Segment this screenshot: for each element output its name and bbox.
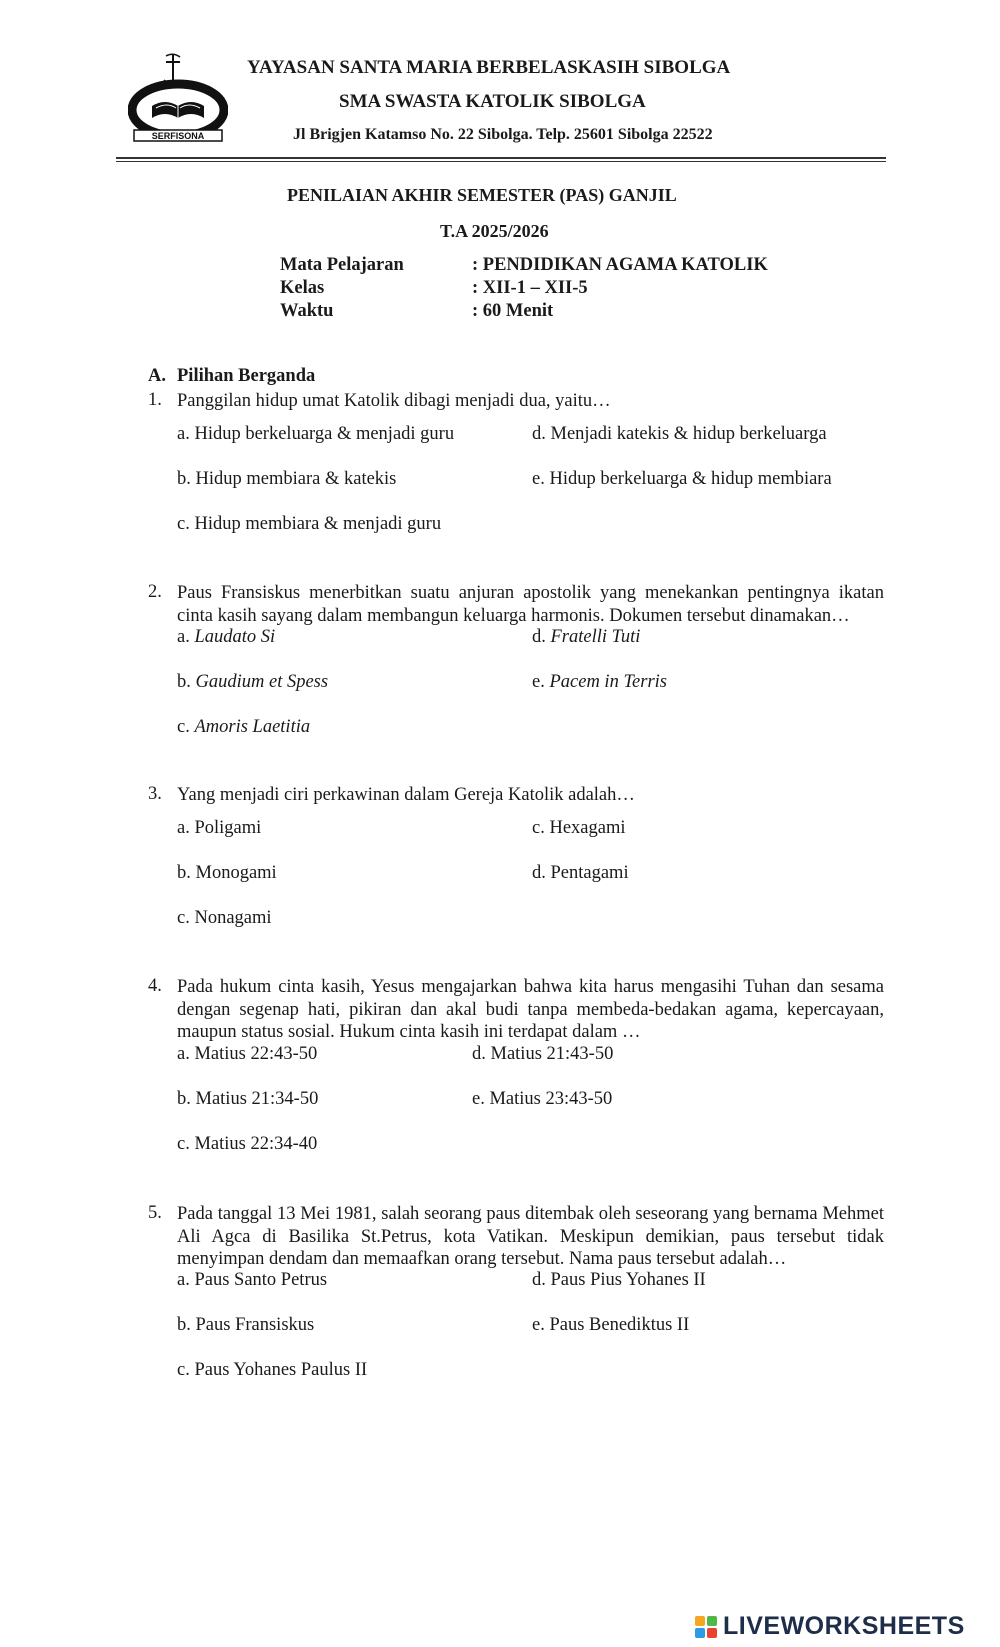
option-a[interactable]: a. Poligami — [177, 818, 262, 838]
exam-title: PENILAIAN AKHIR SEMESTER (PAS) GANJIL — [287, 185, 677, 205]
info-value: : 60 Menit — [472, 301, 554, 321]
info-value: : XII-1 – XII-5 — [472, 278, 588, 298]
option-a[interactable]: a. Paus Santo Petrus — [177, 1270, 328, 1290]
school-logo — [128, 52, 228, 142]
question-number: 2. — [148, 582, 162, 602]
option-c[interactable]: c. Hexagami — [532, 818, 626, 838]
option-c[interactable]: c. Matius 22:34-40 — [177, 1134, 318, 1154]
liveworksheets-watermark[interactable] — [695, 1612, 965, 1641]
question-2 — [148, 582, 884, 627]
option-a[interactable]: a. Matius 22:43-50 — [177, 1044, 318, 1064]
option-e[interactable]: e. Pacem in Terris — [532, 672, 667, 692]
option-d[interactable]: d. Matius 21:43-50 — [472, 1044, 614, 1064]
info-row-subject — [280, 255, 768, 278]
exam-year: T.A 2025/2026 — [440, 221, 549, 241]
school-address: Jl Brigjen Katamso No. 22 Sibolga. Telp. 25601 Sibolga 22522 — [293, 126, 713, 143]
option-e[interactable]: e. Paus Benediktus II — [532, 1315, 690, 1335]
option-b[interactable]: b. Matius 21:34-50 — [177, 1089, 319, 1109]
option-b[interactable]: b. Monogami — [177, 863, 277, 883]
logo-text: SERFISONA — [151, 131, 205, 141]
question-number: 5. — [148, 1203, 162, 1223]
logo-tile — [707, 1628, 717, 1638]
option-c[interactable]: c. Nonagami — [177, 908, 272, 928]
question-4 — [148, 976, 884, 1044]
foundation-name: YAYASAN SANTA MARIA BERBELASKASIH SIBOLGA — [247, 57, 731, 78]
option-c[interactable]: c. Hidup membiara & menjadi guru — [177, 514, 442, 534]
option-b[interactable]: b. Paus Fransiskus — [177, 1315, 315, 1335]
info-value: : PENDIDIKAN AGAMA KATOLIK — [472, 255, 768, 275]
school-name: SMA SWASTA KATOLIK SIBOLGA — [339, 91, 646, 112]
option-b[interactable]: b. Hidup membiara & katekis — [177, 469, 397, 489]
info-label: Waktu — [280, 301, 334, 321]
option-c[interactable]: c. Paus Yohanes Paulus II — [177, 1360, 368, 1380]
section-heading — [148, 366, 315, 387]
section-title: Pilihan Berganda — [177, 366, 316, 386]
question-1 — [148, 390, 884, 413]
option-b[interactable]: b. Gaudium et Spess — [177, 672, 329, 692]
question-stem: Pada tanggal 13 Mei 1981, salah seorang paus ditembak oleh seseorang yang bernama Mehmet Ali Agca di Basilika St.Petrus, kota Vatikan. Meskipun demikian, paus tersebut tidak menyimpan dendam dan memaafkan orang tersebut. Nama paus tersebut adalah… — [177, 1204, 884, 1269]
question-stem: Yang menjadi ciri perkawinan dalam Gereja Katolik adalah… — [177, 785, 635, 805]
header-divider-thin — [116, 161, 886, 162]
question-stem: Pada hukum cinta kasih, Yesus mengajarkan bahwa kita harus mengasihi Tuhan dan sesama dengan segenap hati, pikiran dan akal budi tanpa membeda-bedakan agama, kepercayaan, maupun status sosial. Hukum cinta kasih ini terdapat dalam … — [177, 977, 884, 1042]
liveworksheets-brand: LIVEWORKSHEETS — [723, 1612, 965, 1640]
info-row-class — [280, 278, 768, 301]
question-3 — [148, 784, 884, 807]
exam-info — [280, 255, 768, 324]
option-e[interactable]: e. Hidup berkeluarga & hidup membiara — [532, 469, 832, 489]
option-d[interactable]: d. Fratelli Tuti — [532, 627, 641, 647]
section-letter: A. — [148, 366, 166, 386]
option-c[interactable]: c. Amoris Laetitia — [177, 717, 311, 737]
liveworksheets-logo-icon — [695, 1616, 717, 1638]
option-d[interactable]: d. Menjadi katekis & hidup berkeluarga — [532, 424, 827, 444]
info-label: Kelas — [280, 278, 325, 298]
option-d[interactable]: d. Pentagami — [532, 863, 629, 883]
question-number: 3. — [148, 784, 162, 804]
header-divider — [116, 157, 886, 159]
logo-tile — [695, 1628, 705, 1638]
question-5 — [148, 1203, 884, 1271]
question-number: 4. — [148, 976, 162, 996]
option-d[interactable]: d. Paus Pius Yohanes II — [532, 1270, 706, 1290]
info-label: Mata Pelajaran — [280, 255, 404, 275]
option-e[interactable]: e. Matius 23:43-50 — [472, 1089, 613, 1109]
question-stem: Paus Fransiskus menerbitkan suatu anjuran apostolik yang menekankan pentingnya ikatan cinta kasih sayang dalam membangun keluarga harmonis. Dokumen tersebut dinamakan… — [177, 583, 884, 626]
question-number: 1. — [148, 390, 162, 410]
info-row-time — [280, 301, 768, 324]
option-a[interactable]: a. Hidup berkeluarga & menjadi guru — [177, 424, 455, 444]
option-a[interactable]: a. Laudato Si — [177, 627, 276, 647]
logo-tile — [707, 1616, 717, 1626]
logo-tile — [695, 1616, 705, 1626]
question-stem: Panggilan hidup umat Katolik dibagi menjadi dua, yaitu… — [177, 391, 611, 411]
